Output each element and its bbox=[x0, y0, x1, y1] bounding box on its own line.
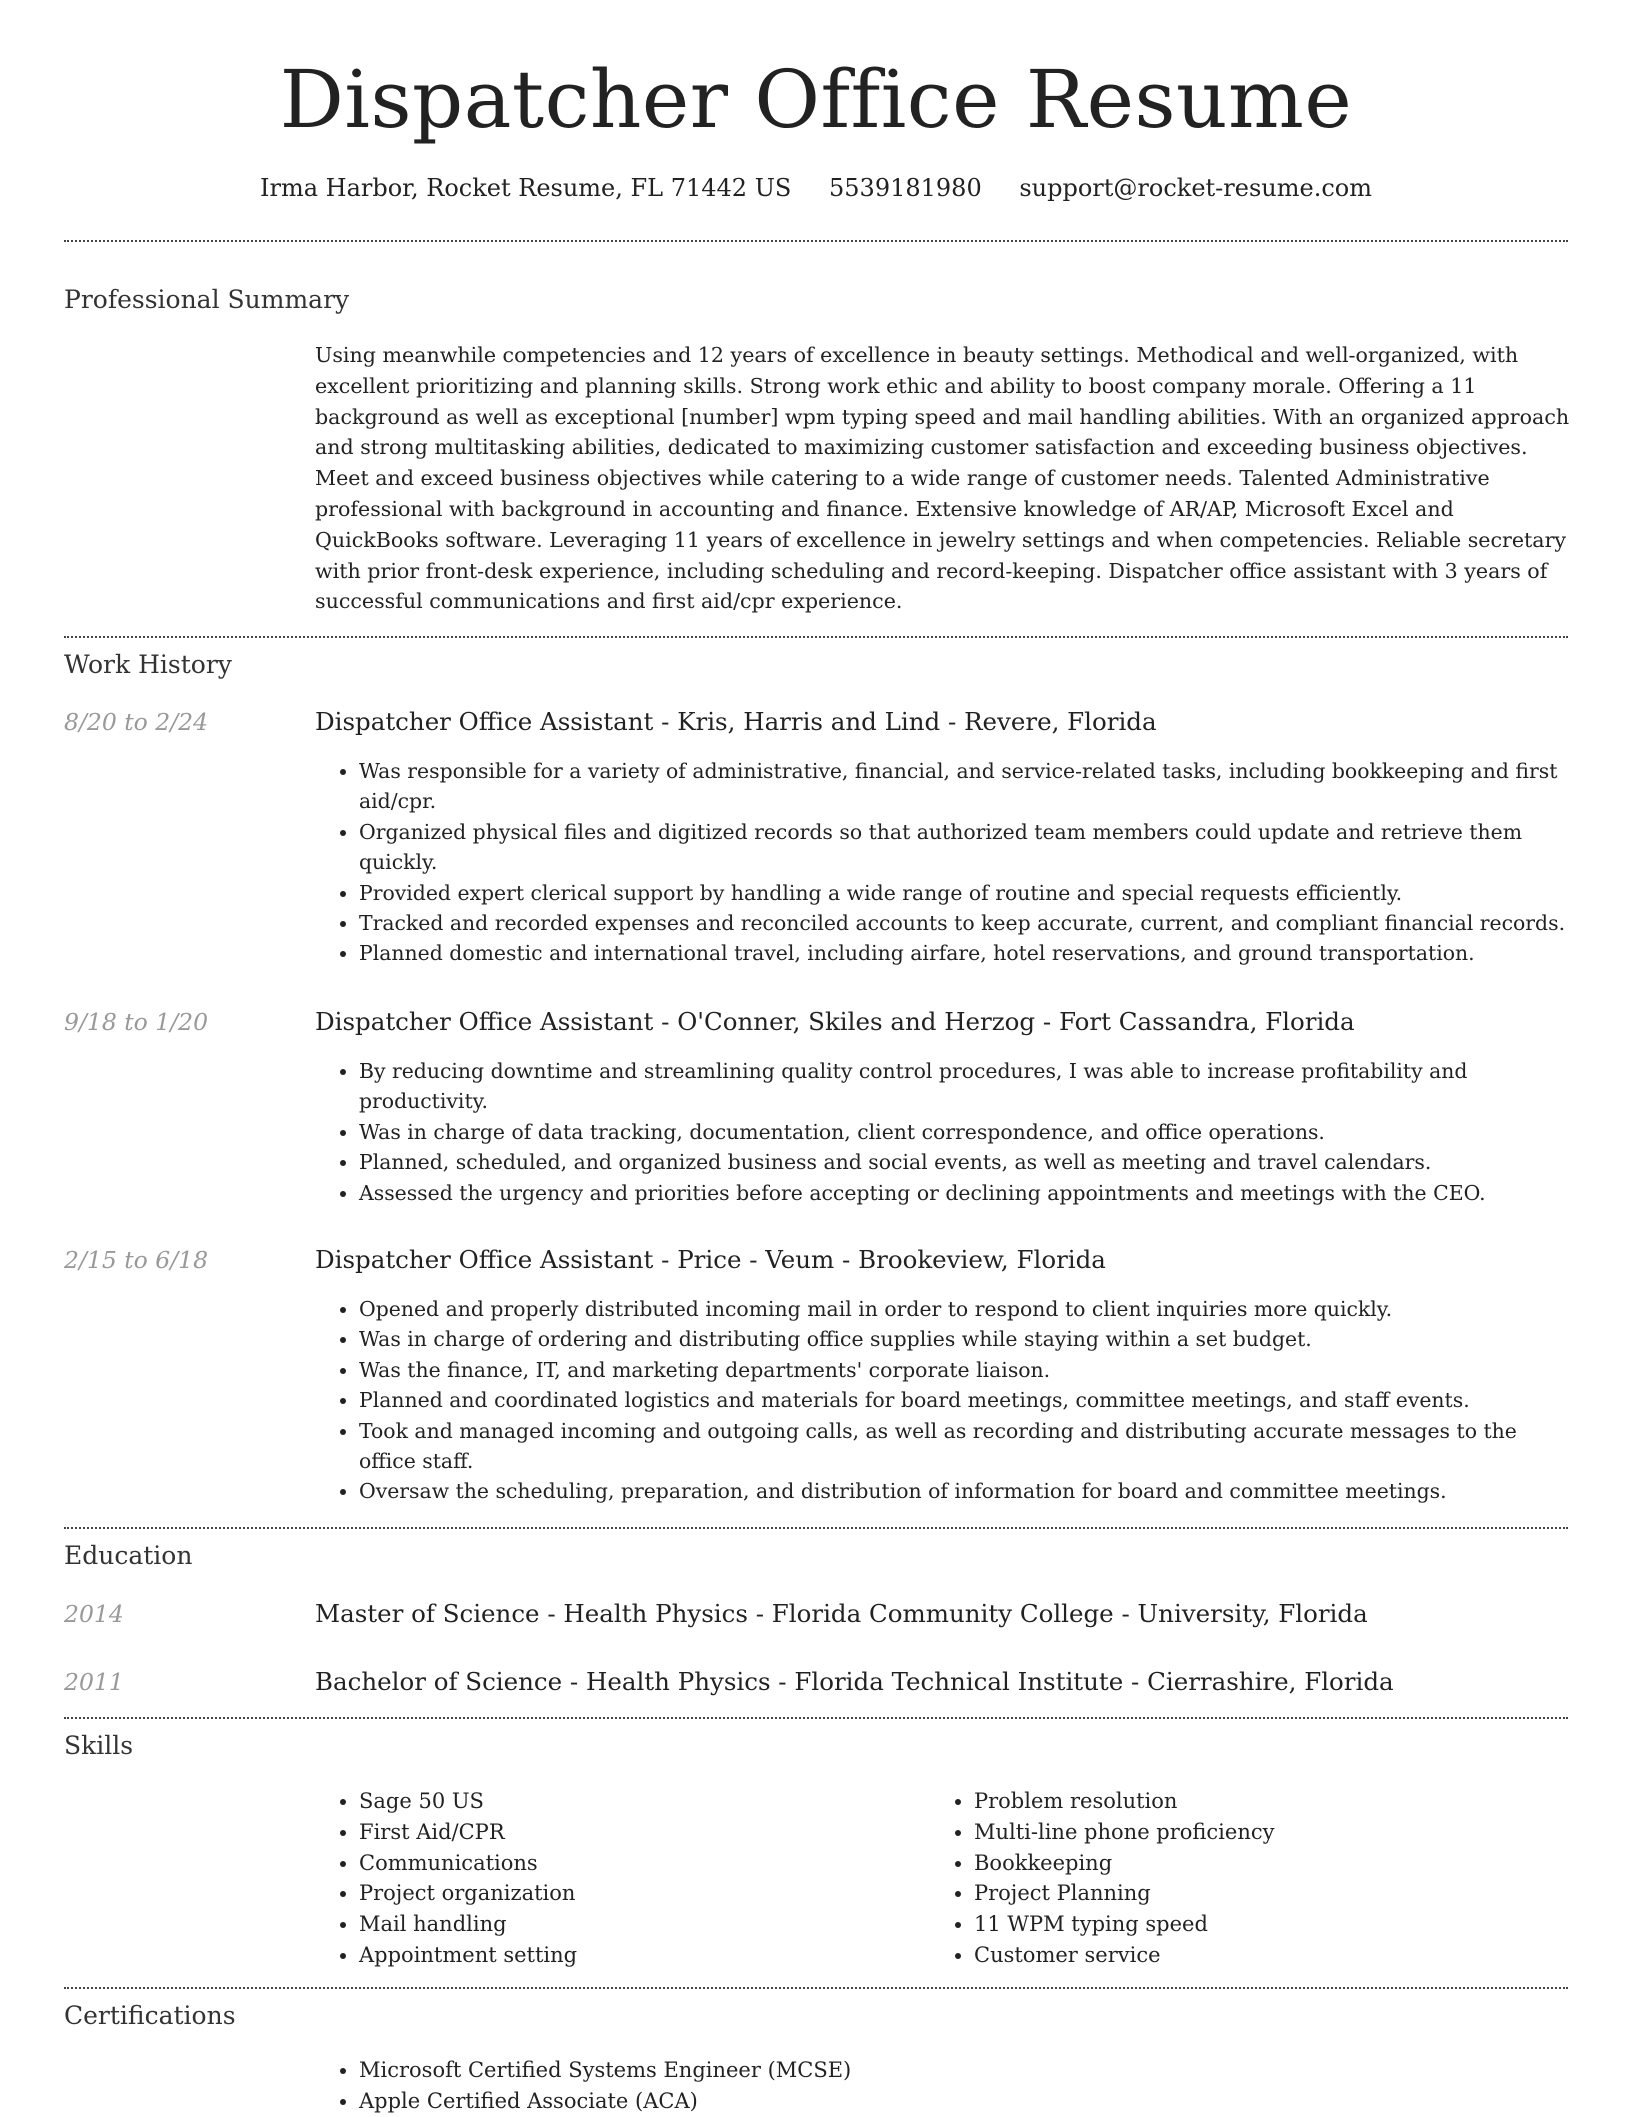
job-bullet: • Oversaw the scheduling, preparation, and distribution of information for board and committee meetings. bbox=[359, 1476, 1571, 1506]
education-heading-line: Bachelor of Science - Health Physics - Florida Technical Institute - Cierrashire, Florida bbox=[315, 1667, 1394, 1696]
contact-address: Irma Harbor, Rocket Resume, FL 71442 US bbox=[260, 174, 792, 202]
job-heading: Dispatcher Office Assistant - Price - Veum - Brookeview, Florida bbox=[315, 1245, 1106, 1274]
contact-phone[interactable]: 5539181980 bbox=[829, 174, 982, 202]
skills-list-left bbox=[315, 1786, 915, 1971]
job-bullets bbox=[315, 1056, 1571, 1208]
job-bullets bbox=[315, 756, 1571, 969]
skill-item: • Appointment setting bbox=[359, 1940, 915, 1971]
work-history-heading: Work History bbox=[64, 650, 232, 679]
skill-item: • Project organization bbox=[359, 1878, 915, 1909]
divider bbox=[64, 1527, 1568, 1529]
skills-heading: Skills bbox=[64, 1731, 134, 1760]
divider bbox=[64, 240, 1568, 242]
job-bullet: • Took and managed incoming and outgoing calls, as well as recording and distributing accurate messages to the office staff. bbox=[359, 1416, 1571, 1477]
job-dates: 2/15 to 6/18 bbox=[64, 1246, 209, 1274]
job-bullet: • Was the finance, IT, and marketing departments' corporate liaison. bbox=[359, 1355, 1571, 1385]
education-year: 2011 bbox=[64, 1668, 124, 1696]
skill-item: • Project Planning bbox=[974, 1878, 1550, 1909]
job-bullet: • By reducing downtime and streamlining quality control procedures, I was able to increase profitability and productivity. bbox=[359, 1056, 1571, 1117]
education-heading-line: Master of Science - Health Physics - Florida Community College - University, Florida bbox=[315, 1599, 1368, 1628]
job-bullet: • Organized physical files and digitized records so that authorized team members could update and retrieve them quickly. bbox=[359, 817, 1571, 878]
job-bullet: • Was in charge of ordering and distributing office supplies while staying within a set budget. bbox=[359, 1324, 1571, 1354]
job-bullet: • Planned domestic and international travel, including airfare, hotel reservations, and ground transportation. bbox=[359, 938, 1571, 968]
certification-item: • Apple Certified Associate (ACA) bbox=[359, 2086, 1571, 2117]
skill-item: • Communications bbox=[359, 1848, 915, 1879]
job-bullet: • Assessed the urgency and priorities before accepting or declining appointments and meetings with the CEO. bbox=[359, 1178, 1571, 1208]
summary-text: Using meanwhile competencies and 12 years of excellence in beauty settings. Methodical and well-organized, with excellent prioritizing and planning skills. Strong work ethic and ability to boost company morale. Offering a 11 background as well as exceptional [number] wpm typing speed and mail handling abilities. With an organized approach and strong multitasking abilities, dedicated to maximizing customer satisfaction and exceeding business objectives. Meet and exceed business objectives while catering to a wide range of customer needs. Talented Administrative professional with background in accounting and finance. Extensive knowledge of AR/AP, Microsoft Excel and QuickBooks software. Leveraging 11 years of excellence in jewelry settings and when competencies. Reliable secretary with prior front-desk experience, including scheduling and record-keeping. Dispatcher office assistant with 3 years of successful communications and first aid/cpr experience. bbox=[315, 343, 1570, 614]
job-bullet: • Was in charge of data tracking, documentation, client correspondence, and office operations. bbox=[359, 1117, 1571, 1147]
divider bbox=[64, 1717, 1568, 1719]
skills-list-right bbox=[930, 1786, 1550, 1971]
job-dates: 9/18 to 1/20 bbox=[64, 1008, 209, 1036]
job-heading: Dispatcher Office Assistant - O'Conner, Skiles and Herzog - Fort Cassandra, Florida bbox=[315, 1007, 1355, 1036]
divider bbox=[64, 636, 1568, 638]
job-bullet: • Provided expert clerical support by handling a wide range of routine and special requests efficiently. bbox=[359, 878, 1571, 908]
divider bbox=[64, 1987, 1568, 1989]
skill-item: • Problem resolution bbox=[974, 1786, 1550, 1817]
skill-item: • Mail handling bbox=[359, 1909, 915, 1940]
summary-heading: Professional Summary bbox=[64, 285, 350, 314]
job-bullet: • Opened and properly distributed incoming mail in order to respond to client inquiries more quickly. bbox=[359, 1294, 1571, 1324]
education-heading: Education bbox=[64, 1541, 193, 1570]
resume-title: Dispatcher Office Resume bbox=[279, 53, 1353, 146]
education-year: 2014 bbox=[64, 1600, 124, 1628]
skill-item: • Bookkeeping bbox=[974, 1848, 1550, 1879]
skill-item: • Sage 50 US bbox=[359, 1786, 915, 1817]
job-heading: Dispatcher Office Assistant - Kris, Harris and Lind - Revere, Florida bbox=[315, 707, 1157, 736]
skill-item: • First Aid/CPR bbox=[359, 1817, 915, 1848]
job-bullets bbox=[315, 1294, 1571, 1507]
job-bullet: • Planned, scheduled, and organized business and social events, as well as meeting and travel calendars. bbox=[359, 1147, 1571, 1177]
certifications-heading: Certifications bbox=[64, 2001, 236, 2030]
contact-email[interactable]: support@rocket-resume.com bbox=[1019, 174, 1372, 202]
job-bullet: • Was responsible for a variety of administrative, financial, and service-related tasks, including bookkeeping and first aid/cpr. bbox=[359, 756, 1571, 817]
certification-item: • Microsoft Certified Systems Engineer (MCSE) bbox=[359, 2055, 1571, 2086]
job-dates: 8/20 to 2/24 bbox=[64, 708, 209, 736]
contact-line bbox=[0, 170, 1632, 206]
certifications-list bbox=[315, 2055, 1571, 2117]
skill-item: • Multi-line phone proficiency bbox=[974, 1817, 1550, 1848]
skill-item: • Customer service bbox=[974, 1940, 1550, 1971]
job-bullet: • Tracked and recorded expenses and reconciled accounts to keep accurate, current, and compliant financial records. bbox=[359, 908, 1571, 938]
skill-item: • 11 WPM typing speed bbox=[974, 1909, 1550, 1940]
job-bullet: • Planned and coordinated logistics and materials for board meetings, committee meetings, and staff events. bbox=[359, 1385, 1571, 1415]
